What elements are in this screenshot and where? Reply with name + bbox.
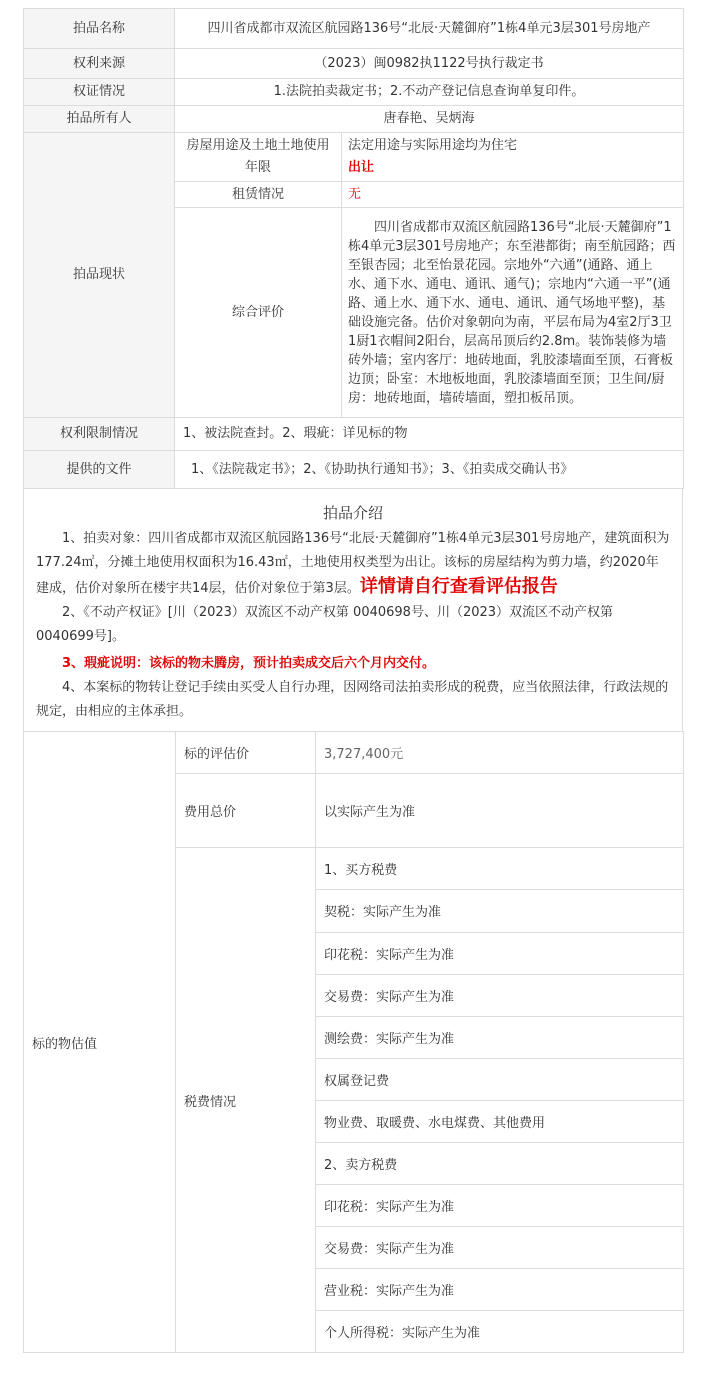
- tax-items-cell: [316, 890, 684, 1353]
- tax-item: 交易费：实际产生为准: [316, 974, 683, 1016]
- eval-value: 四川省成都市双流区航园路136号“北辰·天麓御府”1栋4单元3层301号房地产；东至港都街；南至航园路；西至银杏园；北至怡景花园。宗地外“六通”(通路、通上水、通下水、通电、通讯、通气)；宗地内“六通一平”(通路、通上水、通下水、通电、通讯、通气场地平整)，基础设施完备。估价对象朝向为南，平层布局为4室2厅3卫1厨1衣帽间2阳台，层高吊顶后约2.8m。装饰装修为墙砖外墙；室内客厅：地砖地面，乳胶漆墙面至顶，石膏板边顶；卧室：木地板地面，乳胶漆墙面至顶；卫生间/厨房：地砖地面，墙砖墙面，塑扣板吊顶。: [342, 208, 684, 418]
- intro-section: [23, 488, 683, 732]
- valuation-table: [23, 731, 684, 1353]
- tax-item: 物业费、取暖费、水电煤费、其他费用: [316, 1100, 683, 1142]
- intro-p3: 3、瑕疵说明：该标的物未腾房，预计拍卖成交后六个月内交付。: [62, 656, 436, 671]
- tax-item: 测绘费：实际产生为准: [316, 1016, 683, 1058]
- fee-label: 费用总价: [176, 774, 316, 848]
- source-value: （2023）闽0982执1122号执行裁定书: [175, 49, 684, 79]
- docs-value: 1、《法院裁定书》；2、《协助执行通知书》；3、《拍卖成交确认书》: [175, 451, 684, 489]
- name-label: 拍品名称: [24, 9, 175, 49]
- use-value: 法定用途与实际用途均为住宅: [348, 138, 518, 153]
- source-label: 权利来源: [24, 49, 175, 79]
- cert-label: 权证情况: [24, 79, 175, 106]
- item-info-table: [23, 8, 684, 489]
- intro-p1-red: 详情请自行查看评估报告: [359, 576, 558, 597]
- use-value-cell: [342, 133, 684, 182]
- tax-items-list: [316, 890, 683, 1352]
- use-label: [175, 133, 342, 182]
- appraisal-value: 3,727,400元: [316, 732, 684, 774]
- tax-item: 2、卖方税费: [316, 1142, 683, 1184]
- tax-item: 契税：实际产生为准: [316, 890, 683, 932]
- fee-value: 以实际产生为准: [316, 774, 684, 848]
- intro-p4: 4、本案标的物转让登记手续由买受人自行办理，因网络司法拍卖形成的税费，应当依照法律，行政法规的规定，由相应的主体承担。: [36, 680, 669, 719]
- lease-label: 租赁情况: [175, 182, 342, 208]
- docs-label: 提供的文件: [24, 451, 175, 489]
- lease-value: 无: [342, 182, 684, 208]
- use-red-value: 出让: [348, 160, 375, 175]
- tax-item: 印花税：实际产生为准: [316, 932, 683, 974]
- cert-value: 1.法院拍卖裁定书；2.不动产登记信息查询单复印件。: [175, 79, 684, 106]
- tax-item: 印花税：实际产生为准: [316, 1184, 683, 1226]
- tax-item: 1、买方税费: [316, 848, 684, 890]
- intro-p1-text: 1、拍卖对象：四川省成都市双流区航园路136号“北辰·天麓御府”1栋4单元3层301号房地产，建筑面积为177.24㎡，分摊土地使用权面积为16.43㎡，土地使用权类型为出让。该标的房屋结构为剪力墙，约2020年建成，估价对象所在楼宇共14层，估价对象位于第3层。: [36, 531, 670, 596]
- tax-item: 权属登记费: [316, 1058, 683, 1100]
- valuation-group-label: 标的物估值: [24, 732, 176, 1353]
- owner-value: 唐春艳、吴炳海: [175, 106, 684, 133]
- appraisal-label: 标的评估价: [176, 732, 316, 774]
- use-label-text: 房屋用途及土地土地使用年限: [186, 138, 330, 175]
- intro-p2: 2、《不动产权证》[川（2023）双流区不动产权第 0040698号、川（2023）双流区不动产权第 0040699号]。: [36, 605, 614, 644]
- tax-label: 税费情况: [176, 848, 316, 1353]
- limit-label: 权利限制情况: [24, 418, 175, 451]
- limit-value: 1、被法院查封。2、瑕疵：详见标的物: [175, 418, 684, 451]
- intro-title: 拍品介绍: [322, 504, 383, 522]
- intro-p1: [24, 527, 682, 601]
- name-value: 四川省成都市双流区航园路136号“北辰·天麓御府”1栋4单元3层301号房地产: [175, 9, 684, 49]
- owner-label: 拍品所有人: [24, 106, 175, 133]
- tax-item: 交易费：实际产生为准: [316, 1226, 683, 1268]
- tax-item: 个人所得税：实际产生为准: [316, 1310, 683, 1352]
- eval-label: 综合评价: [175, 208, 342, 418]
- tax-item: 营业税：实际产生为准: [316, 1268, 683, 1310]
- status-label: 拍品现状: [24, 133, 175, 418]
